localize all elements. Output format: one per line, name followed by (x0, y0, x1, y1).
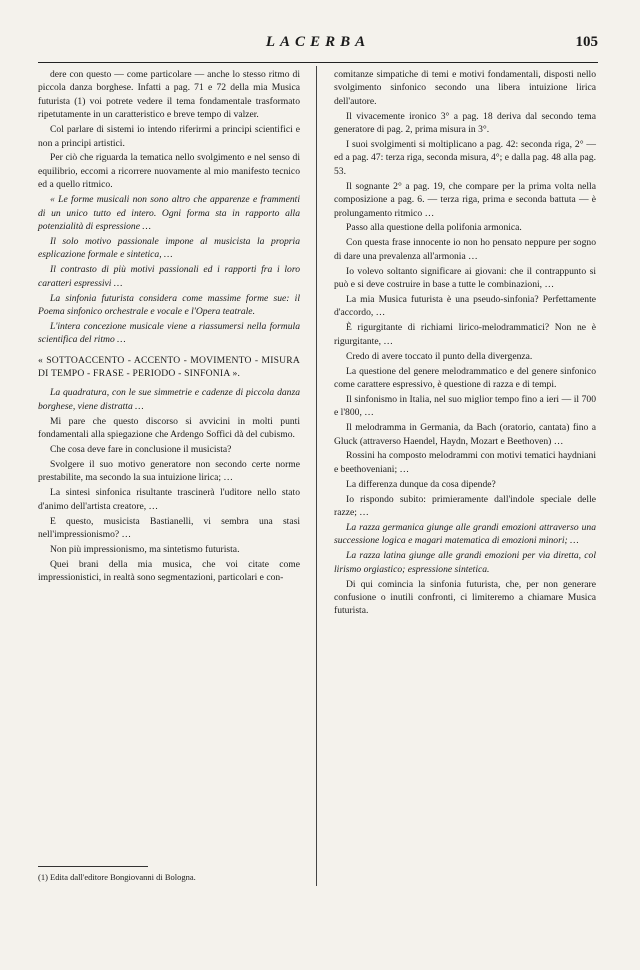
paragraph: Io rispondo subito: primieramente dall'indole speciale delle razze; … (334, 493, 596, 519)
paragraph: Che cosa deve fare in conclusione il musicista? (50, 444, 232, 456)
quote-paragraph: La sinfonia futurista considera come massime forme sue: il Poema sinfonico orchestrale e vocale e l'Opera teatrale. (38, 292, 300, 317)
quote-paragraph: L'intera concezione musicale viene a riassumersi nella formula scientifica del ritmo … (38, 320, 300, 346)
paragraph: Col parlare di sistemi io intendo riferirmi a principi scientifici e non a principi artistici. (38, 124, 300, 149)
paragraph: Rossini ha composto melodrammi con motivi tematici haydniani e beethoveniani; … (334, 450, 596, 475)
column-divider (316, 66, 317, 886)
paragraph: La differenza dunque da cosa dipende? (346, 478, 496, 490)
paragraph: Il melodramma in Germania, da Bach (oratorio, cantata) fino a Gluck (attraverso Haendel, Haydn, Mozart e Beethoven) … (334, 422, 596, 447)
page-header (38, 34, 598, 56)
paragraph: La razza germanica giunge alle grandi emozioni attraverso una successione logica e magari matematica di emozioni minori; … (334, 522, 596, 547)
quote-paragraph: « Le forme musicali non sono altro che apparenze e frammenti di un unico tutto ed intero. Ogni forma sta in rapporto alla potenzialità di espressione … (38, 194, 300, 232)
paragraph: Il vivacemente ironico 3° a pag. 18 deriva dal secondo tema generatore di pag. 2, prima misura in 3°. (334, 110, 596, 136)
paragraph: La mia Musica futurista è una pseudo-sinfonia? Perfettamente d'accordo, … (334, 294, 596, 319)
paragraph: Di qui comincia la sinfonia futurista, che, per non generare confusione o inutili confronti, ci limiteremo a chiamare Musica futurista. (334, 578, 596, 617)
paragraph: La razza latina giunge alle grandi emozioni per via diretta, col lirismo orgiastico; espressione sintetica. (334, 550, 596, 575)
paragraph: dere con questo — come particolare — anche lo stesso ritmo di piccola danza borghese. Infatti a pag. 71 e 72 della mia Musica futurista (1) voi potrete vedere il tema fondamentale trasformato ripetutamente in un caratteristico e breve tempo di valzer. (38, 69, 300, 121)
footnote-rule (38, 866, 148, 867)
paragraph: Non più impressionismo, ma sintetismo futurista. (50, 543, 240, 555)
paragraph: Per ciò che riguarda la tematica nello svolgimento e nel senso di equilibrio, eccomi a ricorrere nuovamente al mio manifesto tecnico ed a quello ritmico. (38, 152, 300, 191)
quote-paragraph: Il solo motivo passionale impone al musicista la propria esplicazione formale e sintetica, … (38, 235, 300, 261)
paragraph: E questo, musicista Bastianelli, vi sembra una stasi nell'impressionismo? … (38, 515, 300, 540)
journal-title: LACERBA (265, 34, 371, 50)
paragraph: Credo di avere toccato il punto della divergenza. (346, 350, 533, 362)
paragraph: Passo alla questione della polifonia armonica. (346, 222, 522, 234)
quote-paragraph: Il contrasto di più motivi passionali ed i rapporti fra i loro caratteri espressivi … (38, 264, 300, 289)
footnote: (1) Edita dall'editore Bongiovanni di Bologna. (38, 872, 196, 882)
paragraph: comitanze simpatiche di temi e motivi fondamentali, disposti nello svolgimento sinfonico secondo una libera intuizione lirica dell'autore. (334, 69, 596, 107)
page-number: 105 (575, 34, 598, 50)
paragraph: Quei brani della mia musica, che voi citate come impressionistici, in realtà sono segmentazioni, particolari e con- (38, 558, 300, 584)
paragraph: È rigurgitante di richiami lirico-melodrammatici? Non ne è rigurgitante, … (334, 322, 596, 347)
rhythm-formula: « SOTTOACCENTO - ACCENTO - MOVIMENTO - MISURA DI TEMPO - FRASE - PERIODO - SINFONIA ». (38, 354, 300, 380)
header-rule (38, 62, 598, 63)
quote-paragraph: La quadratura, con le sue simmetrie e cadenze di piccola danza borghese, viene distratta … (38, 387, 300, 412)
left-column (38, 68, 300, 586)
paragraph: Il sinfonismo in Italia, nel suo miglior tempo fino a ieri — il 700 e l'800, … (334, 393, 596, 419)
paragraph: La sintesi sinfonica risultante trascinerà l'uditore nello stato d'animo dell'artista creatore, … (38, 487, 300, 512)
right-column (334, 68, 596, 619)
paragraph: Io volevo soltanto significare ai giovani: che il contrappunto si può e si deve costruire in base a tutte le combinazioni, … (334, 265, 596, 291)
paragraph: Il sognante 2° a pag. 19, che compare per la prima volta nella composizione a pag. 6. — terza riga, prima e seconda battuta — è prolungamento ritmico … (334, 180, 596, 219)
paragraph: La questione del genere melodrammatico e del genere sinfonico come carattere espressivo, è questione di razza e di tempi. (334, 365, 596, 390)
paragraph: Con questa frase innocente io non ho pensato neppure per sogno di dare una prevalenza all'armonia … (334, 237, 596, 262)
paragraph: Mi pare che questo discorso si avvicini in molti punti fondamentali alla spiegazione che Ardengo Soffici dà del cubismo. (38, 415, 300, 441)
paragraph: I suoi svolgimenti si moltiplicano a pag. 42: seconda riga, 2° — ed a pag. 47: terza riga, seconda misura, 4°; e dalla pag. 48 alla pag. 53. (334, 139, 596, 177)
paragraph: Svolgere il suo motivo generatore non secondo certe norme prestabilite, ma secondo la sua intuizione lirica; … (38, 458, 300, 484)
